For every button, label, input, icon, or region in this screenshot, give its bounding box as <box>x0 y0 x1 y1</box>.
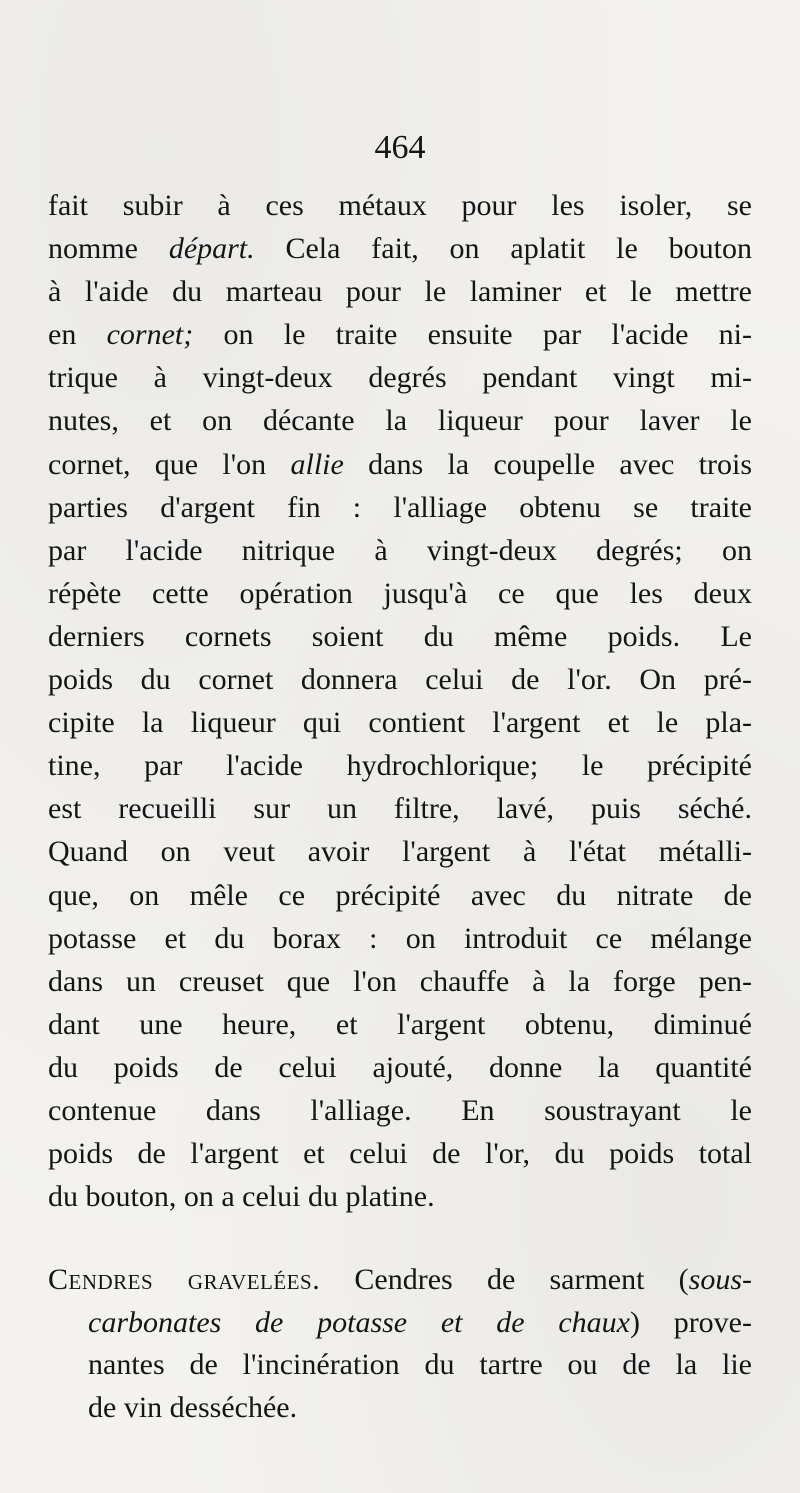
paragraph_lines-line <box>48 529 752 572</box>
paragraph_lines-line <box>48 572 752 615</box>
paragraph_lines-line <box>48 1175 752 1218</box>
text-run: à l'aide du marteau pour le laminer et le mettre <box>48 275 752 309</box>
paragraph_lines-line <box>48 1003 752 1046</box>
paragraph_lines-line <box>48 960 752 1003</box>
paragraph_lines-line <box>48 356 752 399</box>
text-run: répète cette opération jusqu'à ce que les deux <box>48 576 752 610</box>
text-run: nutes, et on décante la liqueur pour laver le <box>48 404 752 438</box>
paragraph_lines-line <box>48 227 752 270</box>
text-run: tine, par l'acide hydrochlorique; le précipité <box>48 749 752 783</box>
italic-term: départ. <box>168 232 255 266</box>
entry_lines-line <box>48 1387 752 1430</box>
text-run: nantes de l'incinération du tartre ou de la lie <box>88 1348 752 1381</box>
glossary-entry <box>48 1259 752 1429</box>
text-run: Cela fait, on aplatit le bouton <box>254 232 752 266</box>
text-run: parties d'argent fin : l'alliage obtenu se traite <box>48 490 752 524</box>
entry-headword: Cendres gravelées. <box>48 1263 321 1296</box>
text-run: par l'acide nitrique à vingt-deux degrés; on <box>48 533 752 567</box>
paragraph_lines-line <box>48 917 752 960</box>
paragraph_lines-line <box>48 486 752 529</box>
paragraph_lines-line <box>48 270 752 313</box>
page-number: 464 <box>374 129 426 166</box>
text-run: Cendres de sarment ( <box>320 1263 689 1296</box>
text-run: cipite la liqueur qui contient l'argent et le pla- <box>48 706 752 740</box>
text-run: nomme <box>48 232 169 266</box>
italic-term: allie <box>290 447 344 481</box>
paragraph_lines-line <box>48 658 752 701</box>
text-run: Quand on veut avoir l'argent à l'état métalli- <box>48 835 752 869</box>
text-run: du poids de celui ajouté, donne la quantité <box>48 1050 752 1084</box>
text-run: que, on mêle ce précipité avec du nitrate de <box>48 878 752 912</box>
text-run: de vin desséchée. <box>88 1390 298 1424</box>
paragraph_lines-line <box>48 313 752 356</box>
italic-term: sous- <box>688 1263 753 1296</box>
paragraph_lines-line <box>48 787 752 830</box>
text-run: du bouton, on a celui du platine. <box>48 1180 435 1214</box>
text-run: fait subir à ces métaux pour les isoler, se <box>48 189 752 222</box>
paragraph_lines-line <box>48 1132 752 1175</box>
text-run: dant une heure, et l'argent obtenu, diminué <box>48 1007 752 1041</box>
text-run: poids du cornet donnera celui de l'or. On pré- <box>48 663 752 697</box>
text-run: est recueilli sur un filtre, lavé, puis séché. <box>48 792 752 826</box>
paragraph_lines-line <box>48 874 752 917</box>
text-run: poids de l'argent et celui de l'or, du poids total <box>48 1137 752 1171</box>
text-run: on le traite ensuite par l'acide ni- <box>193 318 752 352</box>
main-paragraph <box>48 184 752 1218</box>
paragraph_lines-line <box>48 399 752 442</box>
text-run: potasse et du borax : on introduit ce mélange <box>48 921 752 955</box>
paragraph_lines-line <box>48 443 752 486</box>
paragraph_lines-line <box>48 1089 752 1132</box>
entry_lines-line <box>48 1259 752 1302</box>
text-run: dans un creuset que l'on chauffe à la forge pen- <box>48 964 752 998</box>
text-run: contenue dans l'alliage. En soustrayant le <box>48 1093 752 1127</box>
text-run: dans la coupelle avec trois <box>343 447 752 481</box>
paragraph_lines-line <box>48 701 752 744</box>
paragraph_lines-line <box>48 744 752 787</box>
text-run: cornet, que l'on <box>48 447 291 481</box>
text-run: trique à vingt-deux degrés pendant vingt mi- <box>48 361 752 395</box>
text-run: en <box>48 318 107 352</box>
paragraph_lines-line <box>48 615 752 658</box>
italic-term: carbonates de potasse et de chaux <box>88 1305 630 1339</box>
text-run: ) prove- <box>629 1305 752 1339</box>
entry_lines-line <box>48 1302 752 1345</box>
entry_lines-line <box>48 1344 752 1387</box>
paragraph_lines-line <box>48 184 752 227</box>
paragraph_lines-line <box>48 1046 752 1089</box>
paragraph_lines-line <box>48 830 752 873</box>
italic-term: cornet; <box>106 318 194 352</box>
text-run: derniers cornets soient du même poids. Le <box>48 619 752 653</box>
